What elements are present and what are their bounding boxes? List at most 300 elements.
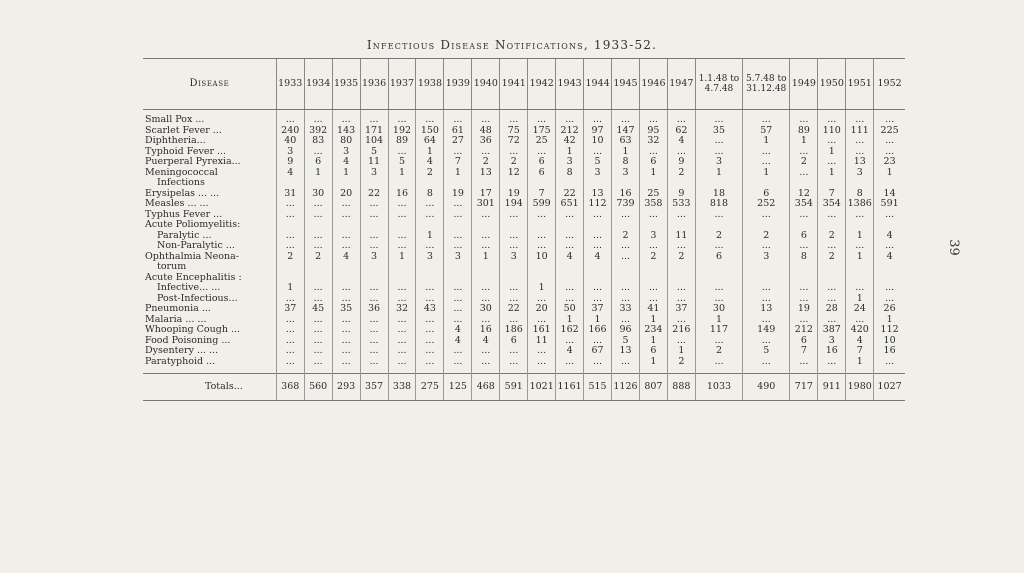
cell-value: 10: [874, 336, 905, 347]
cell-value: 9: [667, 157, 695, 168]
cell-value: [667, 178, 695, 189]
disease-name: Diphtheria...: [145, 136, 206, 146]
cell-value: ...: [360, 315, 388, 326]
cell-value: 7: [790, 346, 818, 357]
cell-value: 5: [584, 157, 612, 168]
cell-value: ...: [304, 294, 332, 305]
header-year: 1944: [584, 59, 612, 110]
cell-value: ...: [276, 336, 304, 347]
cell-value: ...: [332, 199, 360, 210]
cell-value: [612, 273, 640, 284]
cell-value: ...: [667, 283, 695, 294]
cell-value: ...: [332, 325, 360, 336]
cell-value: [639, 262, 667, 273]
cell-value: [416, 220, 444, 231]
header-year: 1939: [444, 59, 472, 110]
cell-value: 37: [276, 304, 304, 315]
cell-value: 3: [416, 252, 444, 263]
cell-value: 7: [818, 189, 846, 200]
cell-value: 1: [639, 168, 667, 179]
cell-value: 1: [874, 168, 905, 179]
cell-value: ...: [360, 294, 388, 305]
cell-value: 20: [332, 189, 360, 200]
cell-value: 4: [584, 252, 612, 263]
cell-value: 1: [743, 136, 790, 147]
table-row: [143, 304, 905, 315]
cell-value: 72: [500, 136, 528, 147]
cell-value: 30: [695, 304, 742, 315]
cell-value: 1: [528, 283, 556, 294]
cell-value: 57: [743, 126, 790, 137]
total-value: 591: [500, 374, 528, 401]
cell-value: ...: [612, 294, 640, 305]
cell-value: ...: [639, 283, 667, 294]
cell-value: 11: [360, 157, 388, 168]
cell-value: [667, 220, 695, 231]
cell-value: ...: [612, 283, 640, 294]
cell-value: ...: [416, 115, 444, 126]
cell-value: ...: [556, 231, 584, 242]
cell-value: ...: [556, 336, 584, 347]
header-year: 5.7.48 to 31.12.48: [743, 59, 790, 110]
cell-value: 5: [612, 336, 640, 347]
cell-value: 3: [639, 231, 667, 242]
cell-value: ...: [500, 294, 528, 305]
cell-value: [472, 273, 500, 284]
cell-value: 392: [304, 126, 332, 137]
cell-value: 186: [500, 325, 528, 336]
cell-value: ...: [304, 283, 332, 294]
cell-value: 149: [743, 325, 790, 336]
cell-value: [444, 220, 472, 231]
total-value: 1033: [695, 374, 742, 401]
cell-value: 2: [818, 252, 846, 263]
cell-value: ...: [416, 315, 444, 326]
header-year: 1941: [500, 59, 528, 110]
cell-value: ...: [818, 136, 846, 147]
cell-value: ...: [612, 241, 640, 252]
cell-value: 192: [388, 126, 416, 137]
cell-value: ...: [612, 357, 640, 368]
cell-value: 4: [444, 325, 472, 336]
cell-value: 2: [416, 168, 444, 179]
cell-value: ...: [472, 231, 500, 242]
cell-value: 112: [874, 325, 905, 336]
cell-value: 3: [360, 252, 388, 263]
cell-value: 23: [874, 157, 905, 168]
cell-value: ...: [388, 325, 416, 336]
cell-value: 1: [667, 346, 695, 357]
cell-value: ...: [472, 147, 500, 158]
cell-value: 1: [304, 168, 332, 179]
cell-value: ...: [818, 157, 846, 168]
cell-value: 104: [360, 136, 388, 147]
cell-value: ...: [416, 199, 444, 210]
cell-value: ...: [695, 241, 742, 252]
cell-value: ...: [304, 315, 332, 326]
cell-value: ...: [556, 283, 584, 294]
cell-value: 1: [695, 315, 742, 326]
cell-value: 6: [304, 157, 332, 168]
cell-value: 4: [846, 336, 874, 347]
header-year: 1940: [472, 59, 500, 110]
cell-value: 22: [556, 189, 584, 200]
cell-value: ...: [276, 346, 304, 357]
cell-value: [304, 262, 332, 273]
cell-value: [388, 262, 416, 273]
cell-value: ...: [416, 325, 444, 336]
cell-value: 43: [416, 304, 444, 315]
cell-value: 13: [472, 168, 500, 179]
cell-value: ...: [743, 315, 790, 326]
cell-value: 1: [639, 357, 667, 368]
cell-value: 62: [667, 126, 695, 137]
cell-value: ...: [500, 346, 528, 357]
disease-notifications-table: [143, 58, 905, 401]
cell-value: [556, 273, 584, 284]
cell-value: [360, 178, 388, 189]
cell-value: [444, 273, 472, 284]
cell-value: ...: [743, 210, 790, 221]
cell-value: [846, 220, 874, 231]
cell-value: ...: [584, 283, 612, 294]
cell-value: ...: [790, 357, 818, 368]
disease-name: Puerperal Pyrexia...: [145, 157, 241, 167]
cell-value: 252: [743, 199, 790, 210]
cell-value: ...: [743, 294, 790, 305]
cell-value: ...: [695, 336, 742, 347]
cell-value: 161: [528, 325, 556, 336]
cell-value: [304, 273, 332, 284]
table-row: [143, 220, 905, 231]
cell-value: 651: [556, 199, 584, 210]
cell-value: 83: [304, 136, 332, 147]
cell-value: 20: [528, 304, 556, 315]
cell-value: [360, 262, 388, 273]
cell-value: ...: [695, 136, 742, 147]
cell-value: ...: [556, 294, 584, 305]
header-year: 1947: [667, 59, 695, 110]
cell-value: 166: [584, 325, 612, 336]
cell-value: [790, 273, 818, 284]
cell-value: ...: [472, 294, 500, 305]
cell-value: ...: [528, 231, 556, 242]
cell-value: ...: [444, 231, 472, 242]
cell-value: 2: [500, 157, 528, 168]
cell-value: ...: [332, 315, 360, 326]
cell-value: [818, 262, 846, 273]
cell-value: 2: [695, 231, 742, 242]
cell-value: ...: [276, 199, 304, 210]
cell-value: 194: [500, 199, 528, 210]
total-value: 125: [444, 374, 472, 401]
cell-value: 1: [472, 252, 500, 263]
cell-value: ...: [500, 147, 528, 158]
cell-value: 387: [818, 325, 846, 336]
cell-value: 22: [360, 189, 388, 200]
cell-value: ...: [416, 346, 444, 357]
cell-value: 147: [612, 126, 640, 137]
cell-value: ...: [472, 357, 500, 368]
cell-value: ...: [695, 283, 742, 294]
disease-name: Paratyphoid ...: [145, 356, 216, 367]
cell-value: ...: [667, 147, 695, 158]
cell-value: 7: [444, 157, 472, 168]
total-value: 807: [639, 374, 667, 401]
cell-value: [332, 178, 360, 189]
total-value: 1021: [528, 374, 556, 401]
cell-value: [472, 262, 500, 273]
cell-value: 301: [472, 199, 500, 210]
cell-value: ...: [584, 147, 612, 158]
cell-value: [743, 220, 790, 231]
cell-value: [388, 178, 416, 189]
cell-value: ...: [388, 315, 416, 326]
table-row: [143, 346, 905, 357]
cell-value: 5: [388, 157, 416, 168]
cell-value: 67: [584, 346, 612, 357]
cell-value: [584, 262, 612, 273]
header-year: 1935: [332, 59, 360, 110]
cell-value: 5: [360, 147, 388, 158]
cell-value: ...: [584, 336, 612, 347]
cell-value: 150: [416, 126, 444, 137]
cell-value: ...: [695, 357, 742, 368]
cell-value: 1: [584, 315, 612, 326]
cell-value: ...: [818, 283, 846, 294]
cell-value: ...: [528, 210, 556, 221]
cell-value: 818: [695, 199, 742, 210]
cell-value: 22: [500, 304, 528, 315]
cell-value: ...: [444, 346, 472, 357]
table-row: [143, 336, 905, 347]
cell-value: ...: [846, 210, 874, 221]
cell-value: ...: [846, 115, 874, 126]
cell-value: ...: [276, 325, 304, 336]
cell-value: 12: [500, 168, 528, 179]
cell-value: ...: [416, 357, 444, 368]
cell-value: ...: [556, 357, 584, 368]
cell-value: ...: [556, 210, 584, 221]
cell-value: 89: [790, 126, 818, 137]
cell-value: ...: [790, 315, 818, 326]
cell-value: ...: [790, 115, 818, 126]
cell-value: ...: [332, 357, 360, 368]
cell-value: ...: [874, 283, 905, 294]
cell-value: [846, 273, 874, 284]
cell-value: 3: [612, 168, 640, 179]
cell-value: 37: [667, 304, 695, 315]
cell-value: ...: [667, 115, 695, 126]
cell-value: ...: [500, 210, 528, 221]
table-row: [143, 252, 905, 263]
table-row: [143, 210, 905, 221]
cell-value: 2: [743, 231, 790, 242]
cell-value: [846, 178, 874, 189]
cell-value: 1: [818, 168, 846, 179]
cell-value: 13: [743, 304, 790, 315]
cell-value: [500, 273, 528, 284]
cell-value: 3: [332, 147, 360, 158]
cell-value: 32: [388, 304, 416, 315]
cell-value: ...: [818, 294, 846, 305]
cell-value: 5: [743, 346, 790, 357]
disease-name: Typhus Fever ...: [145, 209, 223, 220]
cell-value: ...: [874, 210, 905, 221]
cell-value: 1: [846, 252, 874, 263]
cell-value: ...: [388, 199, 416, 210]
totals-label: Totals...: [143, 374, 276, 401]
cell-value: 30: [304, 189, 332, 200]
cell-value: [790, 220, 818, 231]
table-body: [143, 110, 905, 401]
cell-value: ...: [304, 147, 332, 158]
cell-value: ...: [584, 294, 612, 305]
cell-value: 4: [874, 231, 905, 242]
cell-value: ...: [818, 115, 846, 126]
cell-value: ...: [695, 115, 742, 126]
cell-value: ...: [584, 357, 612, 368]
cell-value: 1: [332, 168, 360, 179]
disease-name: Scarlet Fever ...: [145, 125, 222, 136]
header-year: 1950: [818, 59, 846, 110]
cell-value: 1: [874, 315, 905, 326]
cell-value: 3: [584, 168, 612, 179]
cell-value: [276, 178, 304, 189]
cell-value: [528, 273, 556, 284]
cell-value: ...: [500, 241, 528, 252]
cell-value: ...: [360, 357, 388, 368]
cell-value: ...: [743, 241, 790, 252]
disease-name: Pneumonia ...: [145, 304, 211, 314]
cell-value: 2: [790, 157, 818, 168]
page-number: 39: [946, 239, 962, 256]
cell-value: ...: [360, 283, 388, 294]
cell-value: ...: [360, 336, 388, 347]
cell-value: 36: [360, 304, 388, 315]
table-row: [143, 357, 905, 368]
header-year: 1945: [612, 59, 640, 110]
cell-value: 591: [874, 199, 905, 210]
table-row: [143, 147, 905, 158]
cell-value: 16: [612, 189, 640, 200]
cell-value: 234: [639, 325, 667, 336]
cell-value: 2: [695, 346, 742, 357]
cell-value: 19: [500, 189, 528, 200]
cell-value: ...: [667, 241, 695, 252]
cell-value: 42: [556, 136, 584, 147]
cell-value: 175: [528, 126, 556, 137]
cell-value: ...: [667, 210, 695, 221]
cell-value: ...: [472, 283, 500, 294]
cell-value: 2: [667, 357, 695, 368]
cell-value: 35: [332, 304, 360, 315]
cell-value: 240: [276, 126, 304, 137]
cell-value: 1: [416, 231, 444, 242]
cell-value: ...: [874, 241, 905, 252]
cell-value: [818, 178, 846, 189]
cell-value: 16: [388, 189, 416, 200]
table-row: [143, 273, 905, 284]
disease-name: Typhoid Fever ...: [145, 146, 227, 157]
cell-value: ...: [818, 210, 846, 221]
table-row: [143, 325, 905, 336]
cell-value: [416, 262, 444, 273]
cell-value: ...: [790, 147, 818, 158]
cell-value: ...: [360, 325, 388, 336]
cell-value: ...: [612, 210, 640, 221]
cell-value: 1: [612, 147, 640, 158]
cell-value: [276, 262, 304, 273]
cell-value: 16: [874, 346, 905, 357]
cell-value: 1: [846, 231, 874, 242]
cell-value: 420: [846, 325, 874, 336]
cell-value: 2: [612, 231, 640, 242]
cell-value: ...: [472, 115, 500, 126]
cell-value: ...: [743, 357, 790, 368]
cell-value: 41: [639, 304, 667, 315]
cell-value: 9: [667, 189, 695, 200]
cell-value: ...: [874, 294, 905, 305]
cell-value: 6: [639, 157, 667, 168]
cell-value: 3: [444, 252, 472, 263]
cell-value: 1: [846, 294, 874, 305]
cell-value: 13: [584, 189, 612, 200]
cell-value: ...: [528, 315, 556, 326]
cell-value: ...: [584, 231, 612, 242]
total-value: 560: [304, 374, 332, 401]
disease-name: Small Pox ...: [145, 115, 205, 125]
cell-value: 6: [790, 336, 818, 347]
cell-value: ...: [790, 294, 818, 305]
cell-value: 111: [846, 126, 874, 137]
cell-value: ...: [304, 210, 332, 221]
cell-value: 10: [584, 136, 612, 147]
cell-value: ...: [500, 283, 528, 294]
cell-value: ...: [528, 357, 556, 368]
cell-value: ...: [818, 357, 846, 368]
cell-value: ...: [846, 147, 874, 158]
cell-value: ...: [388, 294, 416, 305]
cell-value: [790, 178, 818, 189]
cell-value: ...: [360, 231, 388, 242]
cell-value: [612, 262, 640, 273]
table-row: [143, 126, 905, 137]
cell-value: ...: [304, 231, 332, 242]
cell-value: [612, 220, 640, 231]
cell-value: 63: [612, 136, 640, 147]
disease-name: Malaria ... ...: [145, 314, 207, 325]
cell-value: ...: [416, 336, 444, 347]
cell-value: 1: [790, 136, 818, 147]
cell-value: 8: [556, 168, 584, 179]
cell-value: [874, 178, 905, 189]
cell-value: 8: [416, 189, 444, 200]
cell-value: [743, 178, 790, 189]
table-row: [143, 168, 905, 179]
cell-value: ...: [639, 210, 667, 221]
cell-value: [416, 273, 444, 284]
cell-value: ...: [416, 210, 444, 221]
cell-value: 96: [612, 325, 640, 336]
cell-value: ...: [304, 199, 332, 210]
cell-value: 3: [500, 252, 528, 263]
disease-name: Meningococcal: [145, 167, 218, 178]
cell-value: 8: [790, 252, 818, 263]
cell-value: [304, 220, 332, 231]
header-year: 1943: [556, 59, 584, 110]
disease-name: Dysentery ... ...: [145, 346, 219, 356]
